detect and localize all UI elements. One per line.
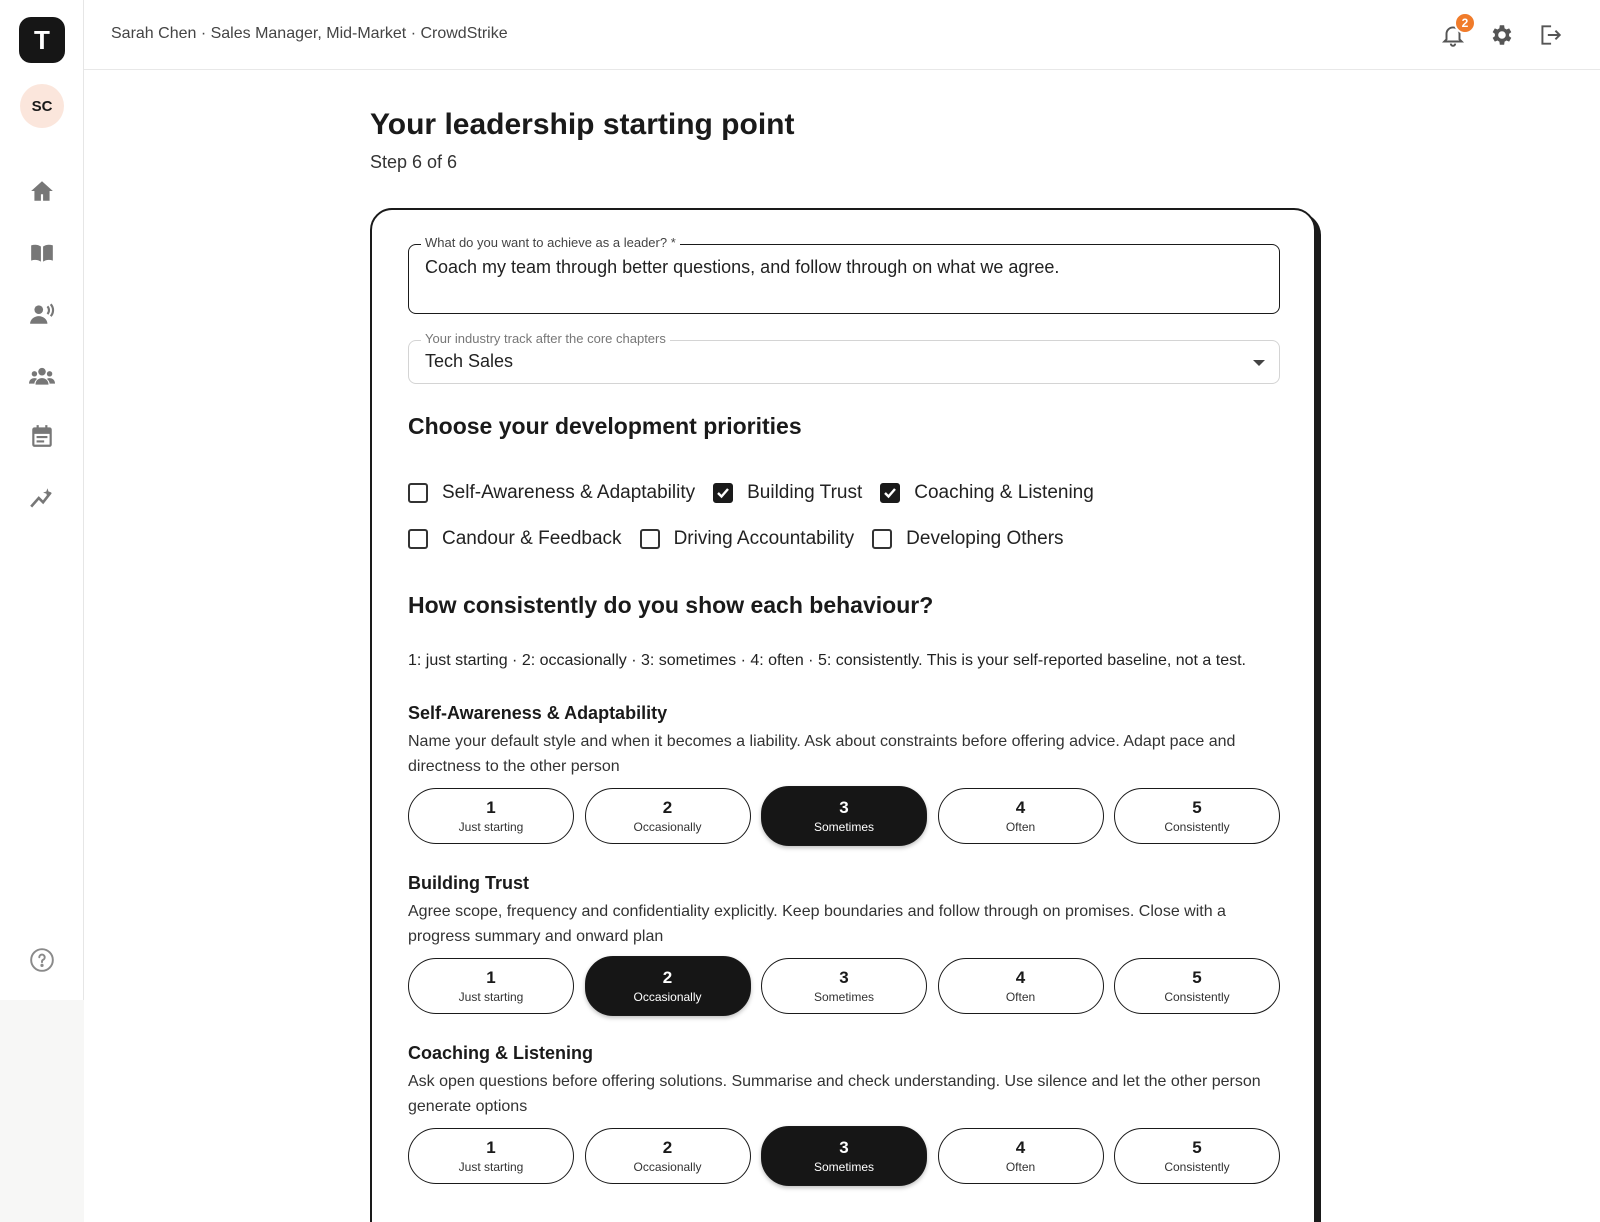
rating-number: 3 bbox=[839, 968, 849, 987]
calendar-icon[interactable] bbox=[27, 421, 57, 451]
page-title: Your leadership starting point bbox=[370, 108, 795, 141]
notifications-bell-icon[interactable] bbox=[1438, 16, 1469, 50]
rating-number: 2 bbox=[662, 1138, 673, 1157]
rating-label: Consistently bbox=[1164, 820, 1230, 834]
app-logo[interactable] bbox=[19, 17, 65, 63]
rating-option-3-selected[interactable] bbox=[761, 786, 927, 846]
rating-label: Often bbox=[1005, 820, 1036, 834]
goal-field-value[interactable]: Coach my team through better questions, and follow through on what we agree. bbox=[425, 257, 1060, 277]
rating-number: 1 bbox=[486, 798, 496, 817]
assessment-card bbox=[370, 208, 1316, 1222]
priority-label: Developing Others bbox=[906, 528, 1064, 549]
main-content bbox=[84, 70, 1600, 1222]
checkbox[interactable] bbox=[408, 529, 428, 549]
rating-number: 3 bbox=[839, 798, 849, 817]
rating-scale bbox=[408, 788, 1280, 846]
priority-label: Self-Awareness & Adaptability bbox=[442, 482, 696, 503]
checkmark-icon bbox=[882, 485, 898, 501]
rating-label: Just starting bbox=[458, 1160, 524, 1174]
priority-candour-feedback[interactable] bbox=[408, 528, 622, 550]
avatar[interactable] bbox=[20, 84, 64, 128]
rating-option-5[interactable] bbox=[1114, 958, 1280, 1014]
help-icon[interactable] bbox=[27, 945, 57, 975]
progress-icon[interactable] bbox=[27, 483, 57, 513]
consistency-heading: How consistently do you show each behaviour? bbox=[408, 592, 934, 618]
rating-label: Consistently bbox=[1164, 990, 1230, 1004]
checkbox[interactable] bbox=[408, 483, 428, 503]
rating-label: Often bbox=[1005, 990, 1036, 1004]
priorities-heading: Choose your development priorities bbox=[408, 413, 802, 439]
rating-option-4[interactable] bbox=[938, 958, 1104, 1014]
book-icon[interactable] bbox=[27, 238, 57, 268]
rating-label: Sometimes bbox=[813, 990, 875, 1004]
priority-label: Driving Accountability bbox=[673, 528, 855, 549]
rating-number: 5 bbox=[1192, 798, 1202, 817]
priority-label: Coaching & Listening bbox=[914, 482, 1094, 503]
rating-option-4[interactable] bbox=[938, 788, 1104, 844]
settings-gear-icon[interactable] bbox=[1486, 20, 1516, 50]
rating-number: 5 bbox=[1192, 1138, 1202, 1157]
industry-track-value: Tech Sales bbox=[425, 351, 514, 371]
rating-number: 1 bbox=[486, 968, 496, 987]
behaviour-title: Building Trust bbox=[408, 873, 529, 893]
logo-letter: T bbox=[34, 24, 50, 55]
rating-label: Consistently bbox=[1164, 1160, 1230, 1174]
priority-driving-accountability[interactable] bbox=[640, 528, 855, 550]
rating-label: Occasionally bbox=[633, 820, 702, 834]
rating-label: Just starting bbox=[458, 990, 524, 1004]
rating-option-5[interactable] bbox=[1114, 788, 1280, 844]
behaviour-description: Agree scope, frequency and confidentiality explicitly. Keep boundaries and follow through on promises. Close with a progress summary and onward plan bbox=[408, 903, 1226, 945]
priorities-row-2 bbox=[408, 528, 1082, 550]
rating-number: 2 bbox=[662, 798, 673, 817]
rating-option-2[interactable] bbox=[585, 1128, 751, 1184]
rating-number: 5 bbox=[1192, 968, 1202, 987]
priority-developing-others[interactable] bbox=[872, 528, 1063, 550]
rating-option-3[interactable] bbox=[761, 958, 927, 1014]
sidebar bbox=[0, 0, 84, 1000]
top-bar bbox=[84, 0, 1600, 70]
priorities-row-1 bbox=[408, 482, 1112, 504]
behaviour-title: Coaching & Listening bbox=[408, 1043, 594, 1063]
rating-label: Often bbox=[1005, 1160, 1036, 1174]
priority-coaching-listening[interactable] bbox=[880, 482, 1094, 504]
priority-label: Candour & Feedback bbox=[442, 528, 622, 549]
behaviour-title: Self-Awareness & Adaptability bbox=[408, 703, 668, 723]
industry-track-select[interactable] bbox=[408, 331, 1280, 384]
home-icon[interactable] bbox=[27, 176, 57, 206]
rating-option-5[interactable] bbox=[1114, 1128, 1280, 1184]
rating-number: 3 bbox=[839, 1138, 849, 1157]
priority-self-awareness[interactable] bbox=[408, 482, 695, 504]
rating-label: Sometimes bbox=[813, 1160, 875, 1174]
checkbox-checked[interactable] bbox=[880, 483, 900, 503]
rating-option-3-selected[interactable] bbox=[761, 1126, 927, 1186]
rating-label: Occasionally bbox=[633, 990, 702, 1004]
logout-icon[interactable] bbox=[1535, 20, 1565, 50]
rating-number: 2 bbox=[662, 968, 673, 987]
rating-label: Sometimes bbox=[813, 820, 875, 834]
checkbox[interactable] bbox=[640, 529, 660, 549]
goal-field-label: What do you want to achieve as a leader? * bbox=[421, 235, 680, 250]
notification-count-badge: 2 bbox=[1454, 12, 1476, 34]
behaviour-description: Ask open questions before offering solutions. Summarise and check understanding. Use silence and let the other person generate options bbox=[408, 1073, 1261, 1115]
chevron-down-icon bbox=[1253, 360, 1265, 366]
step-indicator: Step 6 of 6 bbox=[370, 152, 458, 172]
rating-number: 4 bbox=[1015, 968, 1026, 987]
rating-number: 1 bbox=[486, 1138, 496, 1157]
rating-option-1[interactable] bbox=[408, 958, 574, 1014]
behaviour-description: Name your default style and when it becomes a liability. Ask about constraints before offering advice. Adapt pace and directness to the other person bbox=[408, 733, 1236, 775]
rating-number: 4 bbox=[1015, 798, 1026, 817]
team-icon[interactable] bbox=[27, 361, 57, 391]
rating-option-4[interactable] bbox=[938, 1128, 1104, 1184]
user-context: Sarah Chen · Sales Manager, Mid-Market · CrowdStrike bbox=[111, 25, 508, 42]
rating-option-2-selected[interactable] bbox=[585, 956, 751, 1016]
checkbox-checked[interactable] bbox=[713, 483, 733, 503]
rating-option-2[interactable] bbox=[585, 788, 751, 844]
checkbox[interactable] bbox=[872, 529, 892, 549]
rating-scale bbox=[408, 958, 1280, 1016]
scale-legend: 1: just starting · 2: occasionally · 3: sometimes · 4: often · 5: consistently. This is your self-reported baseline, not a test. bbox=[408, 652, 1246, 669]
rating-scale bbox=[408, 1128, 1280, 1186]
checkmark-icon bbox=[715, 485, 731, 501]
rating-label: Just starting bbox=[458, 820, 524, 834]
priority-label: Building Trust bbox=[747, 482, 863, 503]
rating-option-1[interactable] bbox=[408, 1128, 574, 1184]
rating-label: Occasionally bbox=[633, 1160, 702, 1174]
coach-voice-icon[interactable] bbox=[27, 299, 57, 329]
avatar-initials: SC bbox=[31, 97, 53, 115]
industry-track-label: Your industry track after the core chapters bbox=[421, 331, 670, 346]
rating-option-1[interactable] bbox=[408, 788, 574, 844]
goal-field[interactable] bbox=[408, 235, 1280, 314]
priority-building-trust[interactable] bbox=[713, 482, 862, 504]
rating-number: 4 bbox=[1015, 1138, 1026, 1157]
